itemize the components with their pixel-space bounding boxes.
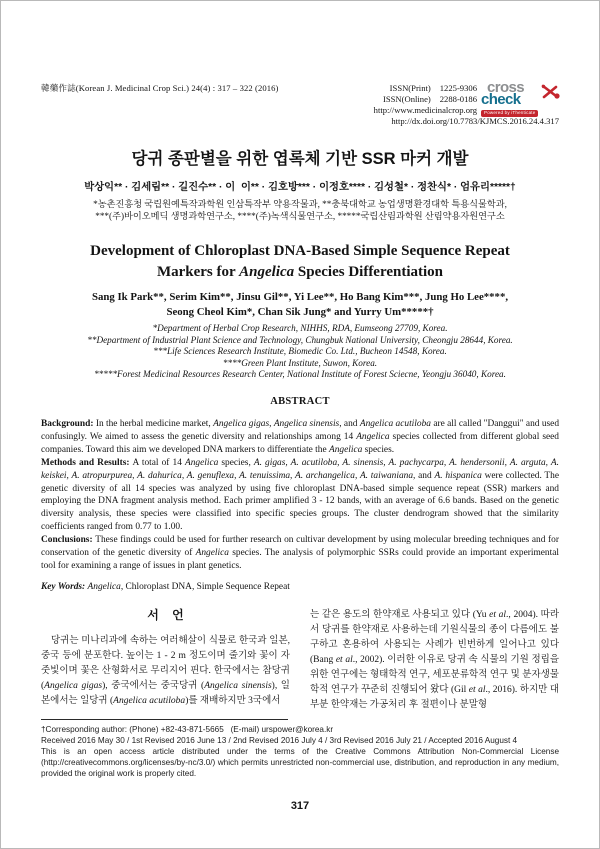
crosscheck-swords-icon [539, 81, 561, 103]
intro-paragraph-right: 는 같은 용도의 한약재로 사용되고 있다 (Yu et al., 2004). 따라서 당귀를 한약재로 사용하는데 기원식물의 종이 다름에도 불구하고 혼용하여 사용되는 사례가 빈번하게 일어나고 있다 (Bang et al., 2002). 이러한 이유로 당귀 속 식물의 기원 정립을 위한 연구에는 형태학적 연구, 세포분류학적 연구 및 분자생물학적 연구가 꾸준히 진행되어 왔다 (Gil et al., 2016). 하지만 대부분 한약재는 가공처리 후 절편이나 분말형 [310, 609, 559, 710]
abstract-body [41, 418, 559, 573]
english-title-line-2: Markers for Angelica Species Differentiation [156, 263, 444, 280]
footnote [41, 724, 559, 779]
journal-url-link[interactable]: http://www.medicinalcrop.org [373, 105, 477, 115]
english-authors [41, 290, 559, 320]
issn-print-label: ISSN(Print) [389, 83, 431, 93]
english-affiliations [41, 323, 559, 381]
issn-print-value: 1225-9306 [439, 83, 477, 93]
crosscheck-tagline: Powered by iThenticate [481, 110, 538, 117]
received-dates-line: Received 2016 May 30 / 1st Revised 2016 June 13 / 2nd Revised 2016 July 4 / 3rd Revised 2016 July 21 / Accepted 2016 August 4 [41, 735, 518, 745]
korean-affiliation-line-1: *농촌진흥청 국립원예특작과학원 인삼특작부 약용작물과, **충북대학교 농업생명환경대학 특용식물학과, [93, 199, 507, 209]
license-note: This is an open access article distributed under the terms of the Creative Commons Attribution Non-Commercial License (http://creativecommons.org/licenses/by-nc/3.0/) which permits unrestricted non-commercial use, distribution, and reproduction in any medium, provided the original work is properly cited. [41, 746, 559, 778]
issn-block [299, 79, 559, 127]
english-affiliation-line-2: **Department of Industrial Plant Science and Technology, Chungbuk National University, Cheongju 28644, Korea. [87, 334, 513, 345]
intro-heading: 서 언 [147, 607, 184, 622]
abstract-conclusions-paragraph: Conclusions: These findings could be used for further research on cultivar development by using molecular breeding techniques and for conservation of the genetic diversity of Angelica species. The analysis of polymorphic SSRs could provide an important experimental tool for examining a range of issues in plant genetics. [41, 535, 559, 571]
intro-paragraph-left: 당귀는 미나리과에 속하는 여러해살이 식물로 한국과 일본, 중국 등에 분포한다. 높이는 1 - 2 m 정도이며 줄기와 꽃이 자줏빛이며 꽃은 산형화서로 무리지어 핀다. 한국에서는 참당귀 (Angelica gigas), 중국에서는 중국당귀 (Angelica sinensis), 일본에서는 일당귀 (Angelica acutiloba)를 재배하지만 3국에서 [41, 635, 290, 706]
body-columns [41, 605, 559, 713]
english-title-line-1: Development of Chloroplast DNA-Based Simple Sequence Repeat [90, 243, 510, 259]
english-affiliation-line-4: ****Green Plant Institute, Suwon, Korea. [222, 357, 378, 368]
crosscheck-check-text: check [481, 91, 521, 108]
issn-online-label: ISSN(Online) [383, 94, 431, 104]
issn-online-line [299, 94, 477, 105]
issn-online-value: 2288-0186 [439, 94, 477, 104]
korean-affiliations [41, 199, 559, 222]
english-affiliation-line-5: *****Forest Medicinal Resources Research Center, National Institute of Forest Sciecne, Yeongju 36040, Korea. [94, 369, 506, 380]
english-authors-line-1: Sang Ik Park**, Serim Kim**, Jinsu Gil**, Yi Lee**, Ho Bang Kim***, Jung Ho Lee****, [91, 291, 509, 303]
page-number: 317 [290, 799, 310, 812]
abstract-methods-paragraph: Methods and Results: A total of 14 Angelica species, A. gigas, A. acutiloba, A. sinensis, A. pachycarpa, A. hendersonii, A. arguta, A. keiskei, A. atropurpurea, A. dahurica, A. genuflexa, A. tenuissima, A. archangelica, A. taiwaniana, and A. hispanica were collected. The genetic diversity of all 14 species was analyzed by using five chloroplast DNA-based simple sequence repeat (SSR) markers and employing the DNA fragment analysis method. Each primer amplified 3 - 12 bands, with an average of 6.6 bands. Based on the genetic diversity analysis, these species were classified into specific species groups. The cluster dendrogram showed that the similarity coefficients ranged from 0.77 to 1.00. [41, 457, 559, 533]
corresponding-author-line: †Corresponding author: (Phone) +82-43-871-5665 (E-mail) urspower@korea.kr [41, 724, 334, 734]
issn-print-line [299, 83, 477, 94]
korean-affiliation-line-2: ***(주)바이오메딕 생명과학연구소, ****(주)녹색식물연구소, *****국립산림과학원 산림약용자원연구소 [95, 210, 505, 221]
english-title [41, 241, 559, 282]
footnote-rule [41, 719, 288, 720]
abstract-background-paragraph: Background: In the herbal medicine market, Angelica gigas, Angelica sinensis, and Angelica acutiloba are all called "Danggui" and used confusingly. We aimed to assess the genetic diversity and relationships among 14 Angelica species collected from different global seed companies. Toward this aim we developed DNA markers to differentiate the Angelica species. [41, 418, 560, 455]
right-column [310, 605, 559, 713]
journal-citation: 韓藥作誌(Korean J. Medicinal Crop Sci.) 24(4) : 317 – 322 (2016) [41, 83, 279, 93]
keywords-line: Key Words: Angelica, Chloroplast DNA, Simple Sequence Repeat [41, 581, 290, 592]
crosscheck-cross-text: cross [487, 79, 525, 96]
crosscheck-logo [481, 80, 559, 114]
abstract-heading: ABSTRACT [270, 395, 330, 407]
page-header [41, 79, 559, 133]
doi-link[interactable]: http://dx.doi.org/10.7783/KJMCS.2016.24.4.317 [391, 116, 559, 126]
korean-title: 당귀 종판별을 위한 엽록체 기반 SSR 마커 개발 [131, 150, 469, 168]
english-authors-line-2: Seong Cheol Kim*, Chan Sik Jung* and Yurry Um*****† [166, 306, 434, 318]
left-column [41, 605, 290, 713]
korean-authors: 박상익** · 김세림** · 길진수** · 이 이** · 김호방*** · 이정호**** · 김성철* · 정찬식* · 엄유리*****† [84, 182, 516, 193]
english-affiliation-line-3: ***Life Sciences Research Institute, Biomedic Co. Ltd., Bucheon 14548, Korea. [153, 346, 447, 357]
english-affiliation-line-1: *Department of Herbal Crop Research, NIHHS, RDA, Eumseong 27709, Korea. [152, 323, 448, 333]
